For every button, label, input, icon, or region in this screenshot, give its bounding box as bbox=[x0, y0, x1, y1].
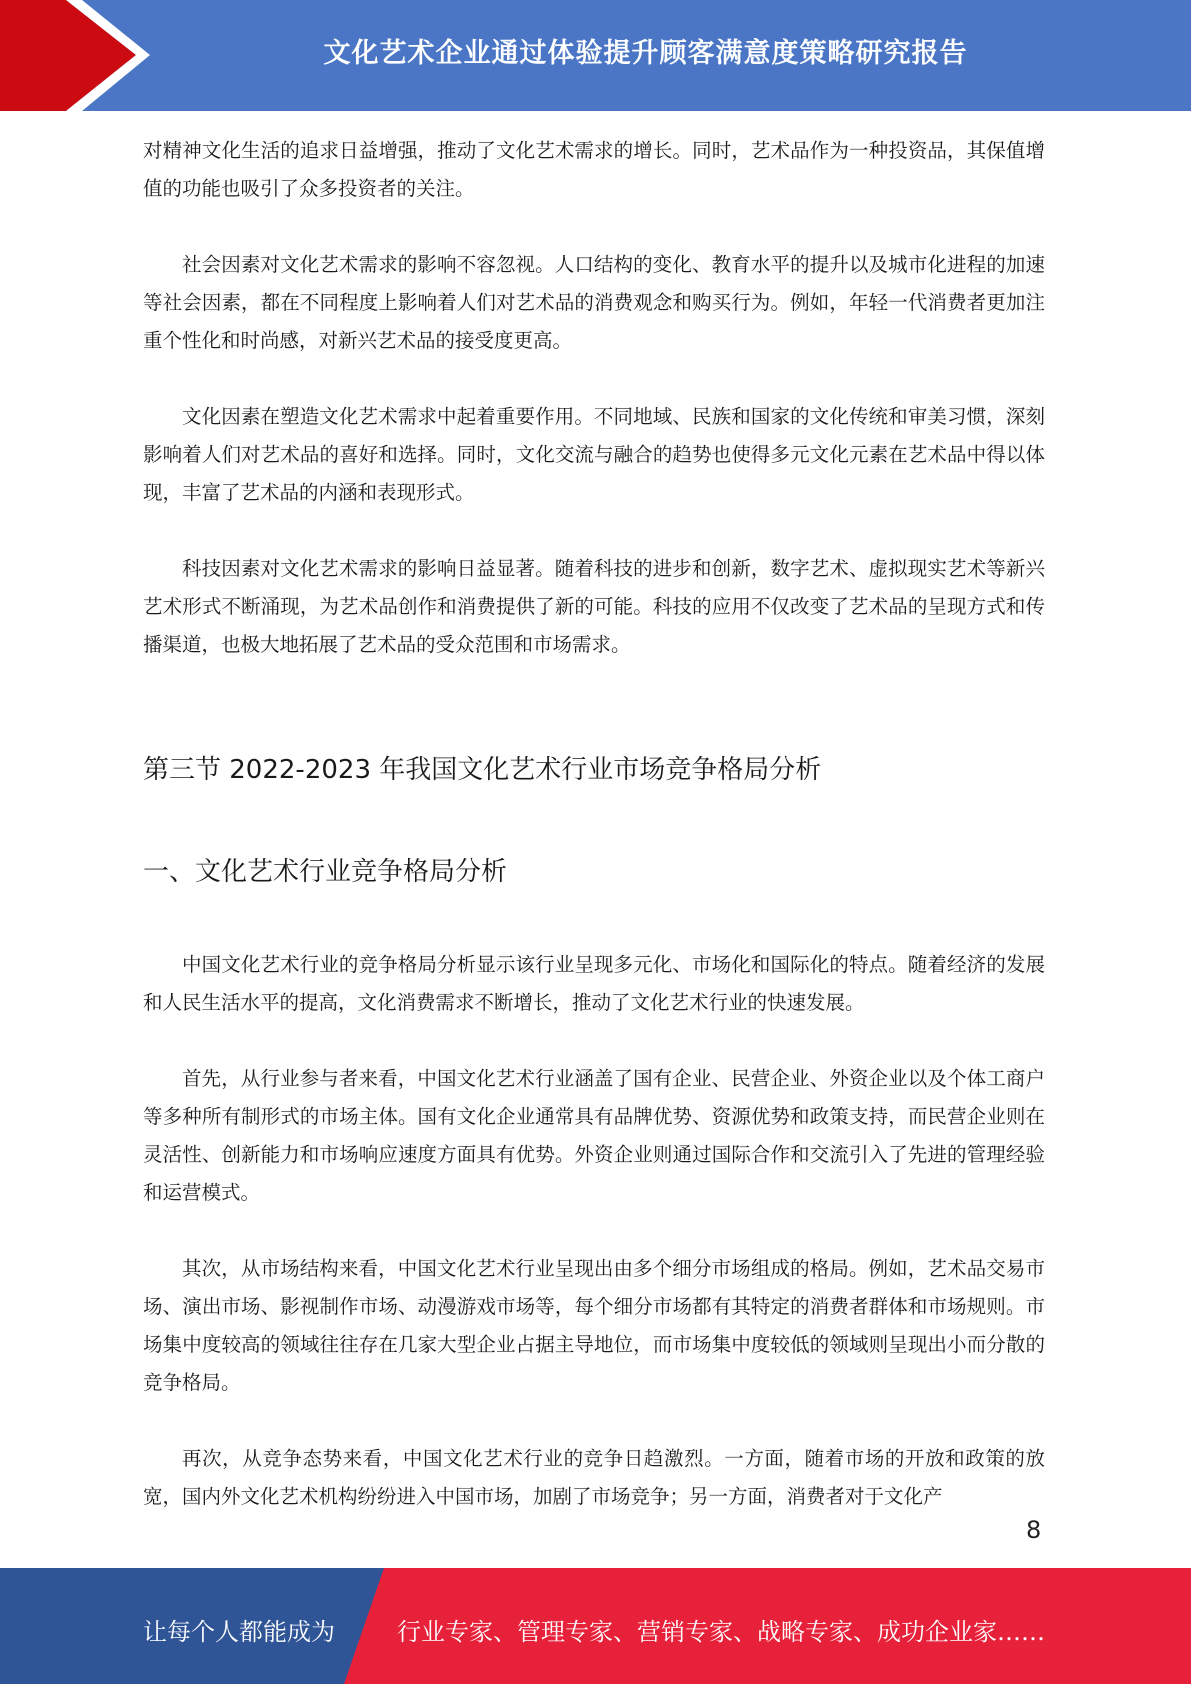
body-paragraph-1-wrap bbox=[143, 132, 1045, 208]
body-paragraph-2-wrap bbox=[143, 246, 1045, 360]
body-paragraph: 中国文化艺术行业的竞争格局分析显示该行业呈现多元化、市场化和国际化的特点。随着经济的发展和人民生活水平的提高，文化消费需求不断增长，推动了文化艺术行业的快速发展。 bbox=[143, 953, 1045, 1014]
body-paragraph: 对精神文化生活的追求日益增强，推动了文化艺术需求的增长。同时，艺术品作为一种投资品，其保值增值的功能也吸引了众多投资者的关注。 bbox=[143, 139, 1045, 200]
body-paragraph: 社会因素对文化艺术需求的影响不容忽视。人口结构的变化、教育水平的提升以及城市化进程的加速等社会因素，都在不同程度上影响着人们对艺术品的消费观念和购买行为。例如，年轻一代消费者更加注重个性化和时尚感，对新兴艺术品的接受度更高。 bbox=[143, 253, 1045, 352]
body-paragraph-5-wrap bbox=[143, 946, 1045, 1022]
body-paragraph-3-wrap bbox=[143, 398, 1045, 512]
body-paragraph: 首先，从行业参与者来看，中国文化艺术行业涵盖了国有企业、民营企业、外资企业以及个体工商户等多种所有制形式的市场主体。国有文化企业通常具有品牌优势、资源优势和政策支持，而民营企业则在灵活性、创新能力和市场响应速度方面具有优势。外资企业则通过国际合作和交流引入了先进的管理经验和运营模式。 bbox=[143, 1067, 1045, 1204]
footer-slogan-left: 让每个人都能成为 bbox=[143, 1618, 335, 1646]
body-paragraph-6-wrap bbox=[143, 1060, 1045, 1212]
body-paragraph-7-wrap bbox=[143, 1250, 1045, 1402]
footer-slogan-right: 行业专家、管理专家、营销专家、战略专家、成功企业家…… bbox=[397, 1618, 1045, 1646]
body-paragraph: 科技因素对文化艺术需求的影响日益显著。随着科技的进步和创新，数字艺术、虚拟现实艺术等新兴艺术形式不断涌现，为艺术品创作和消费提供了新的可能。科技的应用不仅改变了艺术品的呈现方式和传播渠道，也极大地拓展了艺术品的受众范围和市场需求。 bbox=[143, 557, 1045, 656]
sub-heading: 一、文化艺术行业竞争格局分析 bbox=[143, 857, 508, 887]
body-paragraph: 其次，从市场结构来看，中国文化艺术行业呈现出由多个细分市场组成的格局。例如，艺术品交易市场、演出市场、影视制作市场、动漫游戏市场等，每个细分市场都有其特定的消费者群体和市场规则。市场集中度较高的领域往往存在几家大型企业占据主导地位，而市场集中度较低的领域则呈现出小而分散的竞争格局。 bbox=[143, 1257, 1045, 1394]
page-number: 8 bbox=[1026, 1516, 1042, 1544]
sub-heading-wrap bbox=[143, 852, 1045, 892]
section-heading: 第三节 2022-2023 年我国文化艺术行业市场竞争格局分析 bbox=[143, 755, 822, 785]
section-heading-wrap bbox=[143, 750, 1045, 790]
body-paragraph-4-wrap bbox=[143, 550, 1045, 664]
body-paragraph: 再次，从竞争态势来看，中国文化艺术行业的竞争日趋激烈。一方面，随着市场的开放和政策的放宽，国内外文化艺术机构纷纷进入中国市场，加剧了市场竞争；另一方面，消费者对于文化产 bbox=[143, 1447, 1045, 1508]
body-paragraph-8-wrap bbox=[143, 1440, 1045, 1516]
header-arrow-decoration bbox=[0, 0, 160, 111]
body-paragraph: 文化因素在塑造文化艺术需求中起着重要作用。不同地域、民族和国家的文化传统和审美习惯，深刻影响着人们对艺术品的喜好和选择。同时，文化交流与融合的趋势也使得多元文化元素在艺术品中得以体现，丰富了艺术品的内涵和表现形式。 bbox=[143, 405, 1045, 504]
document-title: 文化艺术企业通过体验提升顾客满意度策略研究报告 bbox=[323, 37, 968, 69]
